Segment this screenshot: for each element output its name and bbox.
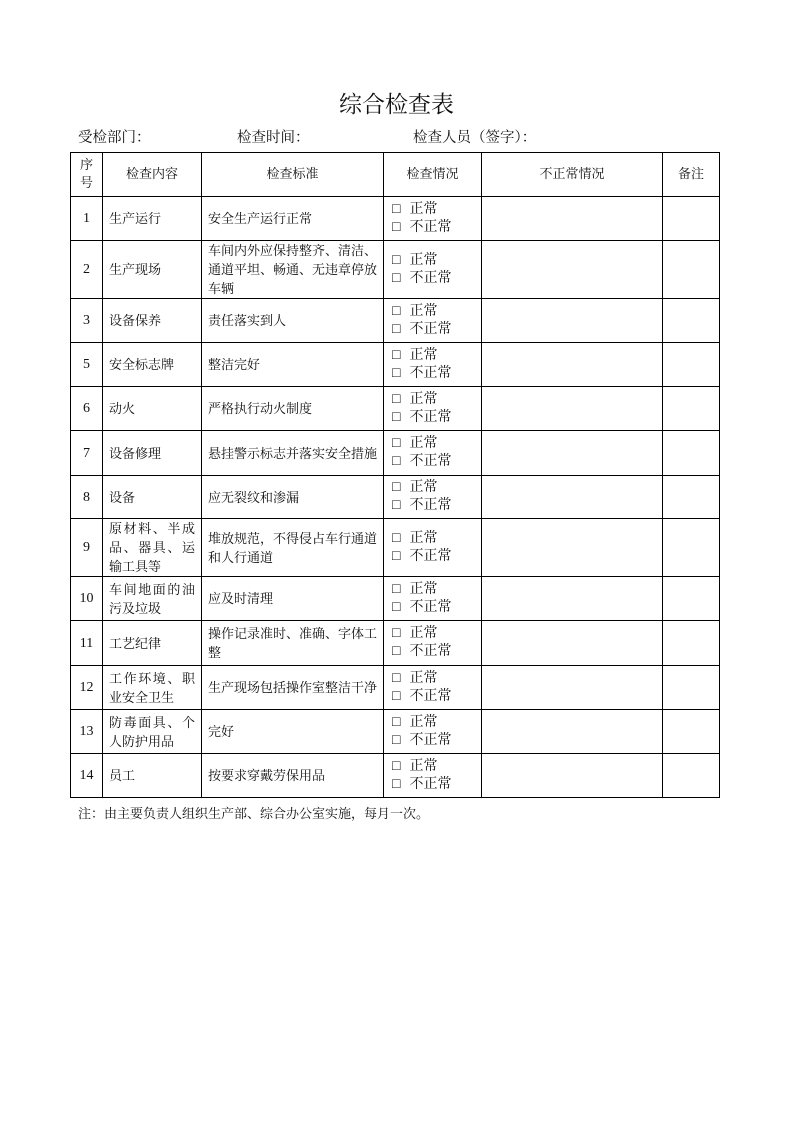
checkbox-icon[interactable]: □: [392, 530, 401, 546]
normal-option[interactable]: [392, 625, 475, 643]
abnormal-label: 不正常: [409, 498, 452, 513]
row-status: [384, 299, 482, 343]
checkbox-icon[interactable]: □: [392, 270, 401, 286]
header-remark: 备注: [663, 153, 720, 197]
header-standard: 检查标准: [202, 153, 384, 197]
row-abnormal-input[interactable]: [482, 621, 663, 666]
row-standard: 堆放规范，不得侵占车行通道和人行通道: [202, 519, 384, 577]
row-content: 设备: [103, 476, 202, 519]
row-no: 10: [71, 577, 103, 621]
checkbox-icon[interactable]: □: [392, 391, 401, 407]
row-standard: 责任落实到人: [202, 299, 384, 343]
table-row: [71, 577, 720, 621]
normal-label: 正常: [409, 303, 438, 319]
table-row: [71, 519, 720, 577]
checkbox-icon[interactable]: □: [392, 581, 401, 597]
checkbox-icon[interactable]: □: [392, 321, 401, 337]
row-status: [384, 666, 482, 710]
row-content: 设备保养: [103, 299, 202, 343]
row-remark-input[interactable]: [663, 754, 720, 798]
abnormal-option[interactable]: [392, 548, 475, 566]
table-row: [71, 476, 720, 519]
abnormal-option[interactable]: [392, 321, 475, 339]
row-content: 安全标志牌: [103, 343, 202, 387]
normal-option[interactable]: [392, 391, 475, 409]
normal-option[interactable]: [392, 201, 475, 219]
normal-label: 正常: [409, 252, 438, 268]
row-status: [384, 476, 482, 519]
row-remark-input[interactable]: [663, 197, 720, 241]
normal-option[interactable]: [392, 347, 475, 365]
row-abnormal-input[interactable]: [482, 299, 663, 343]
normal-option[interactable]: [392, 303, 475, 321]
table-row: [71, 241, 720, 299]
normal-label: 正常: [409, 758, 438, 774]
normal-option[interactable]: [392, 435, 475, 453]
table-row: [71, 754, 720, 798]
abnormal-label: 不正常: [409, 599, 452, 615]
row-remark-input[interactable]: [663, 241, 720, 299]
checkbox-icon[interactable]: □: [392, 644, 401, 659]
header-abnormal: 不正常情况: [482, 153, 663, 197]
abnormal-option[interactable]: [392, 409, 475, 427]
row-status: [384, 621, 482, 666]
row-status: [384, 241, 482, 299]
row-standard: 应及时清理: [202, 577, 384, 621]
inspection-time-label: 检查时间：: [237, 130, 310, 146]
document-title: 综合检查表: [339, 92, 454, 117]
abnormal-option[interactable]: [392, 643, 475, 661]
row-status: [384, 431, 482, 476]
row-status: [384, 710, 482, 754]
abnormal-label: 不正常: [409, 644, 452, 659]
row-no: 2: [71, 241, 103, 299]
normal-label: 正常: [409, 670, 438, 686]
abnormal-option[interactable]: [392, 270, 475, 288]
row-standard: 完好: [202, 710, 384, 754]
checkbox-icon[interactable]: □: [392, 626, 401, 641]
row-status: [384, 754, 482, 798]
row-remark-input[interactable]: [663, 343, 720, 387]
row-abnormal-input[interactable]: [482, 343, 663, 387]
row-abnormal-input[interactable]: [482, 519, 663, 577]
row-abnormal-input[interactable]: [482, 197, 663, 241]
abnormal-option[interactable]: [392, 688, 475, 706]
checkbox-icon[interactable]: □: [392, 758, 401, 774]
row-no: 8: [71, 476, 103, 519]
abnormal-option[interactable]: [392, 219, 475, 237]
checkbox-icon[interactable]: □: [392, 714, 401, 730]
table-row: [71, 343, 720, 387]
row-abnormal-input[interactable]: [482, 476, 663, 519]
checkbox-icon[interactable]: □: [392, 409, 401, 425]
normal-option[interactable]: [392, 670, 475, 688]
row-content: 工作环境、职业安全卫生: [103, 666, 202, 710]
row-standard: 车间内外应保持整齐、清洁、通道平坦、畅通、无违章停放车辆: [202, 241, 384, 299]
row-content: 生产现场: [103, 241, 202, 299]
row-status: [384, 343, 482, 387]
row-content: 车间地面的油污及垃圾: [103, 577, 202, 621]
inspector-signature-label: 检查人员（签字）：: [413, 130, 537, 146]
checkbox-icon[interactable]: □: [392, 688, 401, 704]
row-standard: 安全生产运行正常: [202, 197, 384, 241]
table-header-row: [71, 153, 720, 197]
abnormal-label: 不正常: [409, 409, 452, 425]
row-no: 3: [71, 299, 103, 343]
checkbox-icon[interactable]: □: [392, 201, 401, 217]
footnote: 注：由主要负责人组织生产部、综合办公室实施，每月一次。: [78, 806, 430, 821]
abnormal-label: 不正常: [409, 365, 452, 381]
row-abnormal-input[interactable]: [482, 666, 663, 710]
checkbox-icon[interactable]: □: [392, 548, 401, 564]
row-remark-input[interactable]: [663, 577, 720, 621]
header-content: 检查内容: [103, 153, 202, 197]
row-abnormal-input[interactable]: [482, 754, 663, 798]
abnormal-option[interactable]: [392, 776, 475, 794]
table-row: [71, 431, 720, 476]
row-content: 员工: [103, 754, 202, 798]
row-standard: 按要求穿戴劳保用品: [202, 754, 384, 798]
row-no: 12: [71, 666, 103, 710]
table-row: [71, 299, 720, 343]
row-remark-input[interactable]: [663, 666, 720, 710]
checkbox-icon[interactable]: □: [392, 454, 401, 469]
checkbox-icon[interactable]: □: [392, 365, 401, 381]
abnormal-label: 不正常: [409, 548, 452, 564]
row-abnormal-input[interactable]: [482, 431, 663, 476]
inspected-department-label: 受检部门：: [78, 130, 151, 146]
normal-option[interactable]: [392, 758, 475, 776]
row-standard: 严格执行动火制度: [202, 387, 384, 431]
row-no: 14: [71, 754, 103, 798]
normal-option[interactable]: [392, 714, 475, 732]
checkbox-icon[interactable]: □: [392, 670, 401, 686]
abnormal-label: 不正常: [409, 454, 452, 469]
normal-label: 正常: [409, 530, 438, 546]
row-standard: 悬挂警示标志并落实安全措施: [202, 431, 384, 476]
row-status: [384, 387, 482, 431]
normal-option[interactable]: [392, 252, 475, 270]
normal-label: 正常: [409, 626, 438, 641]
row-abnormal-input[interactable]: [482, 710, 663, 754]
normal-option[interactable]: [392, 479, 475, 497]
row-status: [384, 519, 482, 577]
normal-label: 正常: [409, 714, 438, 730]
table-row: [71, 197, 720, 241]
checkbox-icon[interactable]: □: [392, 599, 401, 615]
checkbox-icon[interactable]: □: [392, 252, 401, 268]
normal-label: 正常: [409, 347, 438, 363]
row-remark-input[interactable]: [663, 299, 720, 343]
row-standard: 整洁完好: [202, 343, 384, 387]
checkbox-icon[interactable]: □: [392, 219, 401, 235]
table-row: [71, 710, 720, 754]
row-content: 工艺纪律: [103, 621, 202, 666]
row-status: [384, 577, 482, 621]
checkbox-icon[interactable]: □: [392, 347, 401, 363]
abnormal-option[interactable]: [392, 453, 475, 471]
abnormal-label: 不正常: [409, 270, 452, 286]
normal-option[interactable]: [392, 530, 475, 548]
abnormal-option[interactable]: [392, 599, 475, 617]
row-content: 设备修理: [103, 431, 202, 476]
abnormal-option[interactable]: [392, 497, 475, 515]
row-abnormal-input[interactable]: [482, 577, 663, 621]
row-remark-input[interactable]: [663, 431, 720, 476]
table-row: [71, 666, 720, 710]
row-remark-input[interactable]: [663, 387, 720, 431]
abnormal-option[interactable]: [392, 732, 475, 750]
table-row: [71, 387, 720, 431]
abnormal-option[interactable]: [392, 365, 475, 383]
normal-label: 正常: [409, 201, 438, 217]
abnormal-label: 不正常: [409, 321, 452, 337]
row-remark-input[interactable]: [663, 710, 720, 754]
row-standard: 应无裂纹和渗漏: [202, 476, 384, 519]
checkbox-icon[interactable]: □: [392, 303, 401, 319]
row-no: 11: [71, 621, 103, 666]
abnormal-label: 不正常: [409, 776, 452, 792]
row-standard: 生产现场包括操作室整洁干净: [202, 666, 384, 710]
row-status: [384, 197, 482, 241]
abnormal-label: 不正常: [409, 688, 452, 704]
row-abnormal-input[interactable]: [482, 241, 663, 299]
row-no: 1: [71, 197, 103, 241]
row-remark-input[interactable]: [663, 621, 720, 666]
normal-label: 正常: [409, 480, 438, 495]
checkbox-icon[interactable]: □: [392, 776, 401, 792]
normal-label: 正常: [409, 391, 438, 407]
row-remark-input[interactable]: [663, 476, 720, 519]
normal-label: 正常: [409, 581, 438, 597]
abnormal-label: 不正常: [409, 219, 452, 235]
row-no: 5: [71, 343, 103, 387]
row-standard: 操作记录准时、准确、字体工整: [202, 621, 384, 666]
row-content: 防毒面具、个人防护用品: [103, 710, 202, 754]
row-no: 13: [71, 710, 103, 754]
row-content: 动火: [103, 387, 202, 431]
row-remark-input[interactable]: [663, 519, 720, 577]
header-status: 检查情况: [384, 153, 482, 197]
normal-option[interactable]: [392, 581, 475, 599]
checkbox-icon[interactable]: □: [392, 436, 401, 451]
abnormal-label: 不正常: [409, 732, 452, 748]
row-no: 6: [71, 387, 103, 431]
checkbox-icon[interactable]: □: [392, 480, 401, 495]
row-content: 原材料、半成品、器具、运输工具等: [103, 519, 202, 577]
checkbox-icon[interactable]: □: [392, 498, 401, 513]
inspection-table: [70, 152, 720, 798]
row-content: 生产运行: [103, 197, 202, 241]
checkbox-icon[interactable]: □: [392, 732, 401, 748]
row-abnormal-input[interactable]: [482, 387, 663, 431]
header-no: 序号: [71, 153, 103, 197]
row-no: 9: [71, 519, 103, 577]
table-row: [71, 621, 720, 666]
normal-label: 正常: [409, 436, 438, 451]
row-no: 7: [71, 431, 103, 476]
